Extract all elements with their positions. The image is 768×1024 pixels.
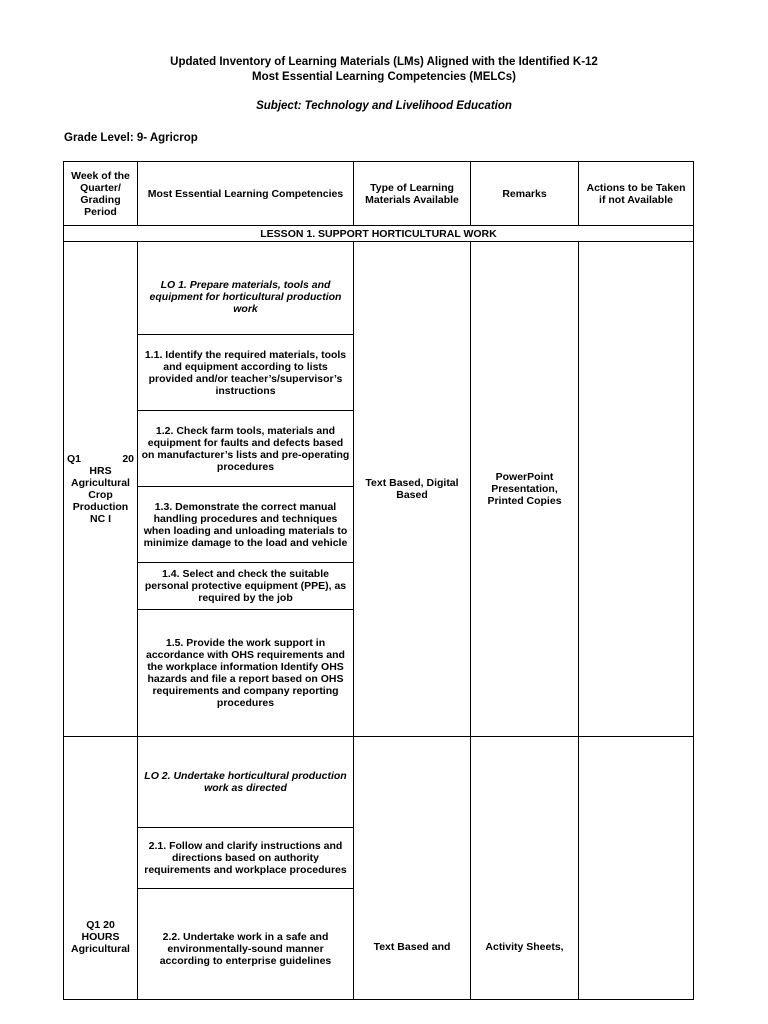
- lesson2-type: Text Based and: [354, 737, 471, 1000]
- lesson1-competency-1-4: 1.4. Select and check the suitable personal protective equipment (PPE), as required by the job: [138, 563, 354, 610]
- lesson1-competency-1-5: 1.5. Provide the work support in accordance with OHS requirements and the workplace information Identify OHS hazards and file a report based on OHS requirements and company reporting procedures: [138, 610, 354, 737]
- lesson2-week-line1: Q1 20: [86, 919, 115, 931]
- lesson2-actions: [579, 737, 694, 1000]
- lesson2-competency-2-2: 2.2. Undertake work in a safe and environmentally-sound manner according to enterprise guidelines: [138, 889, 354, 1000]
- lesson2-remarks: Activity Sheets,: [471, 737, 579, 1000]
- header-melc: Most Essential Learning Competencies: [138, 162, 354, 226]
- header-actions: Actions to be Taken if not Available: [579, 162, 694, 226]
- inventory-table: [63, 161, 694, 1000]
- lesson2-competency-2-1: 2.1. Follow and clarify instructions and directions based on authority requirements and workplace procedures: [138, 828, 354, 889]
- header-week: Week of the Quarter/ Grading Period: [64, 162, 138, 226]
- grade-level: Grade Level: 9- Agricrop: [64, 132, 198, 144]
- lesson1-type: Text Based, Digital Based: [354, 242, 471, 737]
- header-type: Type of Learning Materials Available: [354, 162, 471, 226]
- lesson1-lo1: LO 1. Prepare materials, tools and equipment for horticultural production work: [138, 242, 354, 335]
- lesson1-title-row: [64, 226, 694, 242]
- lesson1-week-detail: HRS Agricultural Crop Production NC I: [71, 465, 130, 525]
- document-title-line2: Most Essential Learning Competencies (MELCs): [252, 71, 516, 83]
- lesson1-actions: [579, 242, 694, 737]
- document-title-line1: Updated Inventory of Learning Materials (LMs) Aligned with the Identified K-12: [170, 56, 598, 68]
- lesson1-title: LESSON 1. SUPPORT HORTICULTURAL WORK: [64, 226, 694, 242]
- table-row: [64, 242, 694, 335]
- table-header-row: [64, 162, 694, 226]
- lesson1-week-quarter: Q1: [67, 453, 82, 465]
- document-subject: Subject: Technology and Livelihood Education: [256, 100, 512, 112]
- table-row: [64, 737, 694, 828]
- lesson2-week-line3: Agricultural: [71, 943, 130, 955]
- lesson1-competency-1-3: 1.3. Demonstrate the correct manual handling procedures and techniques when loading and unloading materials to minimize damage to the load and vehicle: [138, 487, 354, 563]
- lesson1-competency-1-1: 1.1. Identify the required materials, tools and equipment according to lists provided and/or teacher’s/supervisor’s instructions: [138, 335, 354, 411]
- lesson1-week-number: 20: [122, 453, 134, 465]
- lesson2-lo2: LO 2. Undertake horticultural production work as directed: [138, 737, 354, 828]
- lesson1-week-cell: [64, 242, 138, 737]
- lesson1-competency-1-2: 1.2. Check farm tools, materials and equipment for faults and defects based on manufacturer’s lists and pre-operating procedures: [138, 411, 354, 487]
- header-remarks: Remarks: [471, 162, 579, 226]
- lesson1-remarks: PowerPoint Presentation, Printed Copies: [471, 242, 579, 737]
- lesson2-week-line2: HOURS: [81, 931, 120, 943]
- lesson2-week-cell: [64, 737, 138, 1000]
